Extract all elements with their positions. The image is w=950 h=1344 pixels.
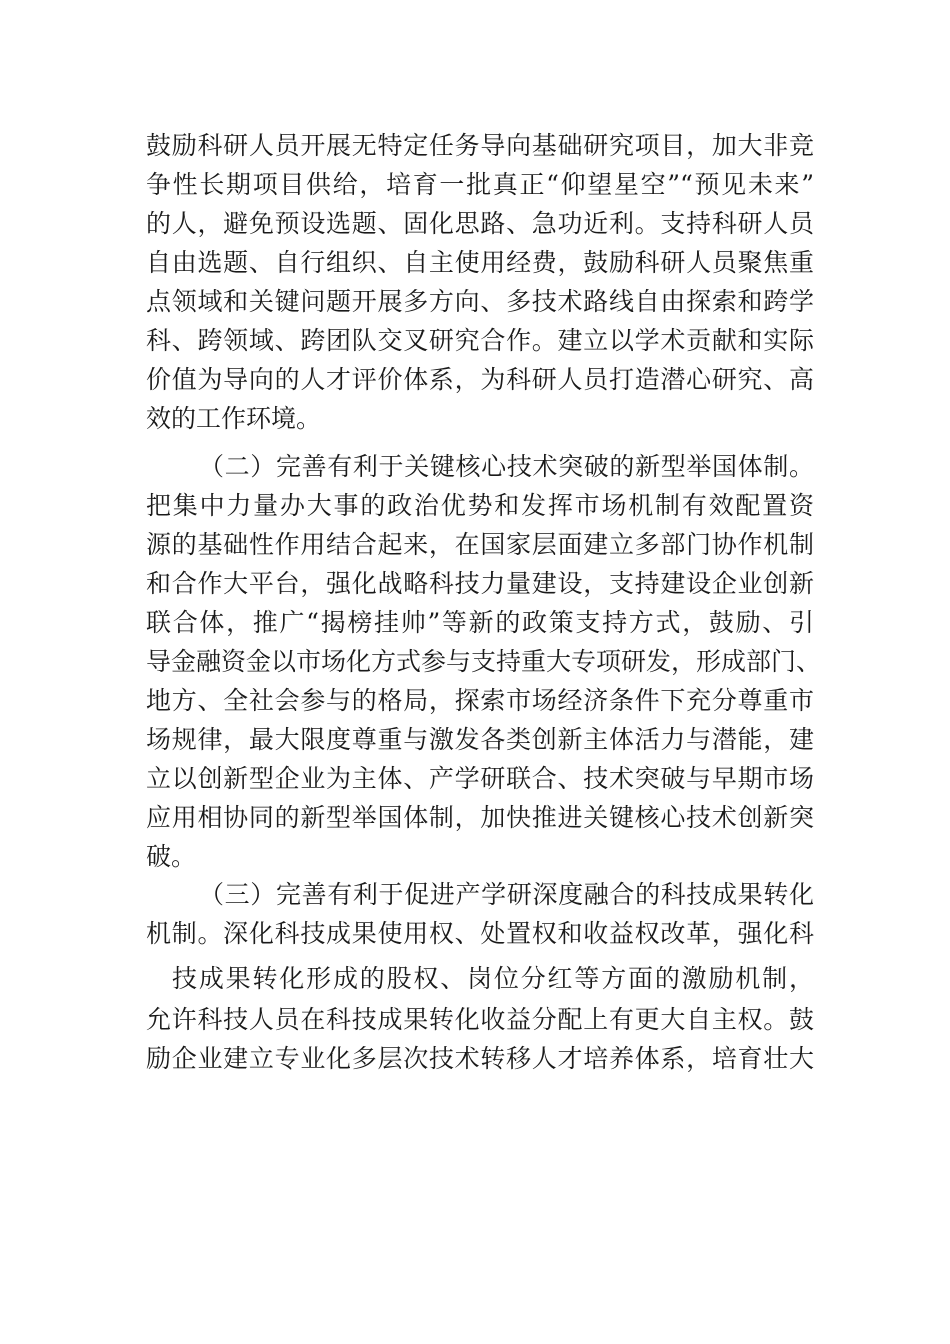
paragraph-2-line-9: 立以创新型企业为主体、产学研联合、技术突破与早期市场 <box>146 764 814 793</box>
paragraph-2-line-3: 源的基础性作用结合起来，在国家层面建立多部门协作机制 <box>146 530 814 559</box>
paragraph-1-line-2: 争性长期项目供给，培育一批真正“仰望星空”“预见未来” <box>146 170 814 199</box>
paragraph-1-line-1: 鼓励科研人员开展无特定任务导向基础研究项目，加大非竞 <box>146 131 814 160</box>
paragraph-1-line-4: 自由选题、自行组织、自主使用经费，鼓励科研人员聚焦重 <box>146 248 814 277</box>
paragraph-3-line-1: （三）完善有利于促进产学研深度融合的科技成果转化 <box>199 880 814 909</box>
paragraph-2-line-11: 破。 <box>146 842 197 871</box>
paragraph-2-line-1: （二）完善有利于关键核心技术突破的新型举国体制。 <box>199 452 814 481</box>
paragraph-1-line-7: 价值为导向的人才评价体系，为科研人员打造潜心研究、高 <box>146 365 814 394</box>
paragraph-4-line-2: 允许科技人员在科技成果转化收益分配上有更大自主权。鼓 <box>146 1005 814 1034</box>
paragraph-3-line-2: 机制。深化科技成果使用权、处置权和收益权改革，强化科 <box>146 919 814 948</box>
paragraph-2-line-5: 联合体，推广“揭榜挂帅”等新的政策支持方式，鼓励、引 <box>146 608 814 637</box>
paragraph-1-line-6: 科、跨领域、跨团队交叉研究合作。建立以学术贡献和实际 <box>146 326 814 355</box>
paragraph-4-line-1: 技成果转化形成的股权、岗位分红等方面的激励机制， <box>172 964 814 993</box>
paragraph-1-line-3: 的人，避免预设选题、固化思路、急功近利。支持科研人员 <box>146 209 814 238</box>
paragraph-2-line-8: 场规律，最大限度尊重与激发各类创新主体活力与潜能，建 <box>146 725 814 754</box>
paragraph-2-line-10: 应用相协同的新型举国体制，加快推进关键核心技术创新突 <box>146 803 814 832</box>
paragraph-2-line-2: 把集中力量办大事的政治优势和发挥市场机制有效配置资 <box>146 491 814 520</box>
paragraph-1-line-8: 效的工作环境。 <box>146 404 322 433</box>
paragraph-4-line-3: 励企业建立专业化多层次技术转移人才培养体系，培育壮大 <box>146 1044 814 1073</box>
paragraph-2-line-7: 地方、全社会参与的格局，探索市场经济条件下充分尊重市 <box>146 686 814 715</box>
paragraph-2-line-6: 导金融资金以市场化方式参与支持重大专项研发，形成部门、 <box>146 647 822 676</box>
paragraph-1-line-5: 点领域和关键问题开展多方向、多技术路线自由探索和跨学 <box>146 287 814 316</box>
paragraph-2-line-4: 和合作大平台，强化战略科技力量建设，支持建设企业创新 <box>146 569 814 598</box>
